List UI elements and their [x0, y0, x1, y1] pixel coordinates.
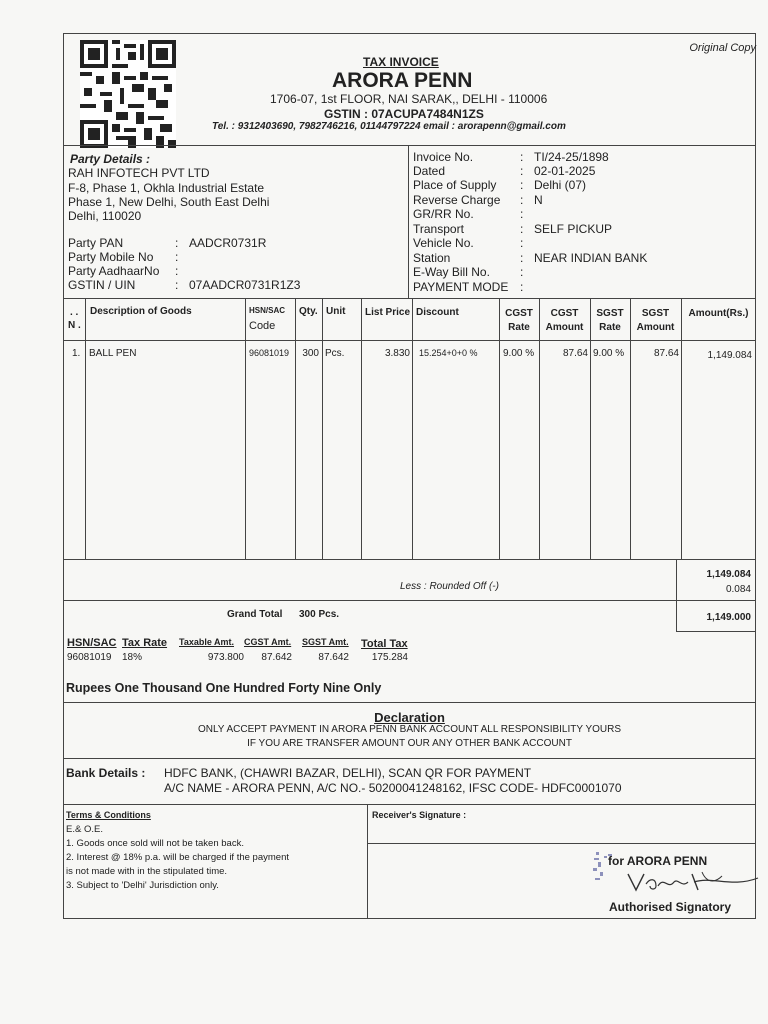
party-gstin-value: 07AADCR0731R1Z3: [189, 278, 301, 292]
separator: :: [520, 280, 524, 294]
terms-line: is not made with in the stipulated time.: [66, 866, 228, 877]
place-of-supply: Delhi (07): [534, 178, 587, 192]
col-cgst-rate-header: CGST: [505, 308, 533, 319]
tax-col-header: HSN/SAC: [67, 637, 117, 649]
separator: :: [520, 207, 524, 221]
col-cgst-amount-header: CGST: [550, 308, 579, 319]
party-aadhaar-label: Party AadhaarNo: [68, 264, 160, 278]
row-hsn: 96081019: [249, 348, 290, 358]
declaration-line: IF YOU ARE TRANSFER AMOUNT OUR ANY OTHER BANK ACCOUNT: [247, 738, 572, 749]
terms-line: 2. Interest @ 18% p.a. will be charged if the payment: [66, 852, 289, 863]
amount-in-words: Rupees One Thousand One Hundred Forty Nine Only: [66, 681, 382, 695]
party-pan-label: Party PAN: [68, 236, 124, 250]
invoice-field-label: Place of Supply: [413, 178, 497, 192]
party-pan-value: AADCR0731R: [189, 236, 267, 250]
invoice-number: TI/24-25/1898: [534, 150, 609, 164]
col-list-price-header: List Price: [365, 307, 411, 318]
party-gstin-label: GSTIN / UIN: [68, 278, 136, 292]
terms-line: 3. Subject to 'Delhi' Jurisdiction only.: [66, 880, 219, 891]
separator: :: [175, 250, 179, 264]
tax-cgst-amount: 87.642: [261, 652, 292, 663]
row-qty: 300: [302, 348, 319, 359]
invoice-field-label: Transport: [413, 222, 464, 236]
col-sgst-amount-header: Amount: [636, 322, 675, 333]
tax-total: 175.284: [371, 652, 408, 663]
declaration-title: Declaration: [374, 710, 445, 725]
separator: :: [175, 278, 179, 292]
terms-title: Terms & Conditions: [66, 810, 151, 820]
row-unit: Pcs.: [325, 348, 345, 359]
invoice-field-label: Reverse Charge: [413, 193, 501, 207]
party-heading: Party Details :: [70, 152, 151, 166]
bank-details-line: A/C NAME - ARORA PENN, A/C NO.- 50200041248162, IFSC CODE- HDFC0001070: [164, 781, 622, 795]
invoice-field-label: PAYMENT MODE: [413, 280, 509, 294]
col-sgst-rate-header: SGST: [596, 308, 624, 319]
rounded-off-label: Less : Rounded Off (-): [400, 581, 499, 592]
separator: :: [520, 222, 524, 236]
row-discount: 15.254+0+0 %: [419, 348, 478, 358]
party-address-line: Phase 1, New Delhi, South East Delhi: [68, 195, 270, 209]
row-description: BALL PEN: [89, 348, 137, 359]
tax-taxable-amount: 973.800: [207, 652, 244, 663]
for-company-label: for ARORA PENN: [608, 854, 708, 868]
bank-details-label: Bank Details :: [66, 766, 146, 780]
col-hsn-header: HSN/SAC: [249, 306, 286, 315]
tax-col-header: Tax Rate: [122, 637, 168, 649]
separator: :: [520, 236, 524, 250]
transport: SELF PICKUP: [534, 222, 613, 236]
col-qty-header: Qty.: [299, 306, 318, 317]
tax-col-header: CGST Amt.: [244, 637, 292, 647]
col-discount-header: Discount: [416, 307, 459, 318]
company-address: 1706-07, 1st FLOOR, NAI SARAK,, DELHI - 110006: [270, 92, 548, 106]
company-contact: Tel. : 9312403690, 7982746216, 01144797224 email : arorapenn@gmail.com: [212, 121, 566, 132]
separator: :: [175, 264, 179, 278]
receiver-signature-label: Receiver's Signature :: [372, 810, 467, 820]
terms-line: 1. Goods once sold will not be taken back.: [66, 838, 244, 849]
party-address-line: Delhi, 110020: [68, 209, 142, 223]
tax-col-header: Total Tax: [361, 638, 408, 650]
declaration-line: ONLY ACCEPT PAYMENT IN ARORA PENN BANK ACCOUNT ALL RESPONSIBILITY YOURS: [197, 724, 622, 735]
separator: :: [520, 150, 524, 164]
invoice-field-label: Dated: [413, 164, 446, 178]
separator: :: [175, 236, 179, 250]
separator: :: [520, 164, 524, 178]
row-cgst-amount: 87.64: [562, 348, 588, 359]
col-cgst-amount-header: Amount: [545, 322, 584, 333]
grand-total-amount: 1,149.000: [706, 612, 751, 623]
grand-total-qty: 300 Pcs.: [299, 609, 340, 620]
station: NEAR INDIAN BANK: [534, 251, 648, 265]
invoice-field-label: E-Way Bill No.: [413, 265, 490, 279]
rounded-off-value: 0.084: [725, 584, 751, 595]
col-hsn-header: Code: [249, 320, 276, 332]
invoice-field-label: Station: [413, 251, 451, 265]
authorised-signatory-label: Authorised Signatory: [609, 900, 732, 914]
col-sn-header: N .: [68, 320, 81, 331]
row-cgst-rate: 9.00 %: [503, 348, 535, 359]
row-sgst-amount: 87.64: [653, 348, 679, 359]
invoice-field-label: Vehicle No.: [413, 236, 474, 250]
tax-rate: 18%: [122, 652, 143, 663]
bank-details-line: HDFC BANK, (CHAWRI BAZAR, DELHI), SCAN QR FOR PAYMENT: [164, 766, 532, 780]
subtotal-amount: 1,149.084: [706, 569, 751, 580]
terms-line: E.& O.E.: [66, 824, 103, 835]
tax-col-header: Taxable Amt.: [179, 637, 235, 647]
tax-hsn: 96081019: [67, 652, 112, 663]
col-sgst-amount-header: SGST: [641, 308, 670, 319]
row-sgst-rate: 9.00 %: [593, 348, 625, 359]
row-sn: 1.: [72, 348, 81, 359]
col-cgst-rate-header: Rate: [508, 322, 530, 333]
company-gstin: GSTIN : 07ACUPA7484N1ZS: [324, 107, 484, 121]
company-name: ARORA PENN: [332, 69, 473, 92]
party-name: RAH INFOTECH PVT LTD: [68, 166, 210, 180]
col-description-header: Description of Goods: [90, 306, 192, 317]
separator: :: [520, 251, 524, 265]
handwritten-signature-icon: [622, 868, 762, 896]
party-mobile-label: Party Mobile No: [68, 250, 154, 264]
doc-title: TAX INVOICE: [363, 55, 439, 69]
invoice-field-label: Invoice No.: [413, 150, 474, 164]
row-amount: 1,149.084: [707, 350, 752, 361]
reverse-charge: N: [534, 193, 543, 207]
grand-total-label: Grand Total: [227, 609, 283, 620]
invoice-field-label: GR/RR No.: [413, 207, 474, 221]
separator: :: [520, 265, 524, 279]
party-address-line: F-8, Phase 1, Okhla Industrial Estate: [68, 181, 265, 195]
col-sgst-rate-header: Rate: [599, 322, 621, 333]
col-unit-header: Unit: [326, 306, 346, 317]
tax-col-header: SGST Amt.: [302, 637, 349, 647]
copy-label: Original Copy: [689, 42, 756, 54]
separator: :: [520, 178, 524, 192]
row-list-price: 3.830: [384, 348, 410, 359]
col-amount-header: Amount(Rs.): [688, 308, 749, 319]
separator: :: [520, 193, 524, 207]
tax-sgst-amount: 87.642: [318, 652, 349, 663]
invoice-date: 02-01-2025: [534, 164, 596, 178]
col-sn-header: . .: [70, 307, 79, 318]
